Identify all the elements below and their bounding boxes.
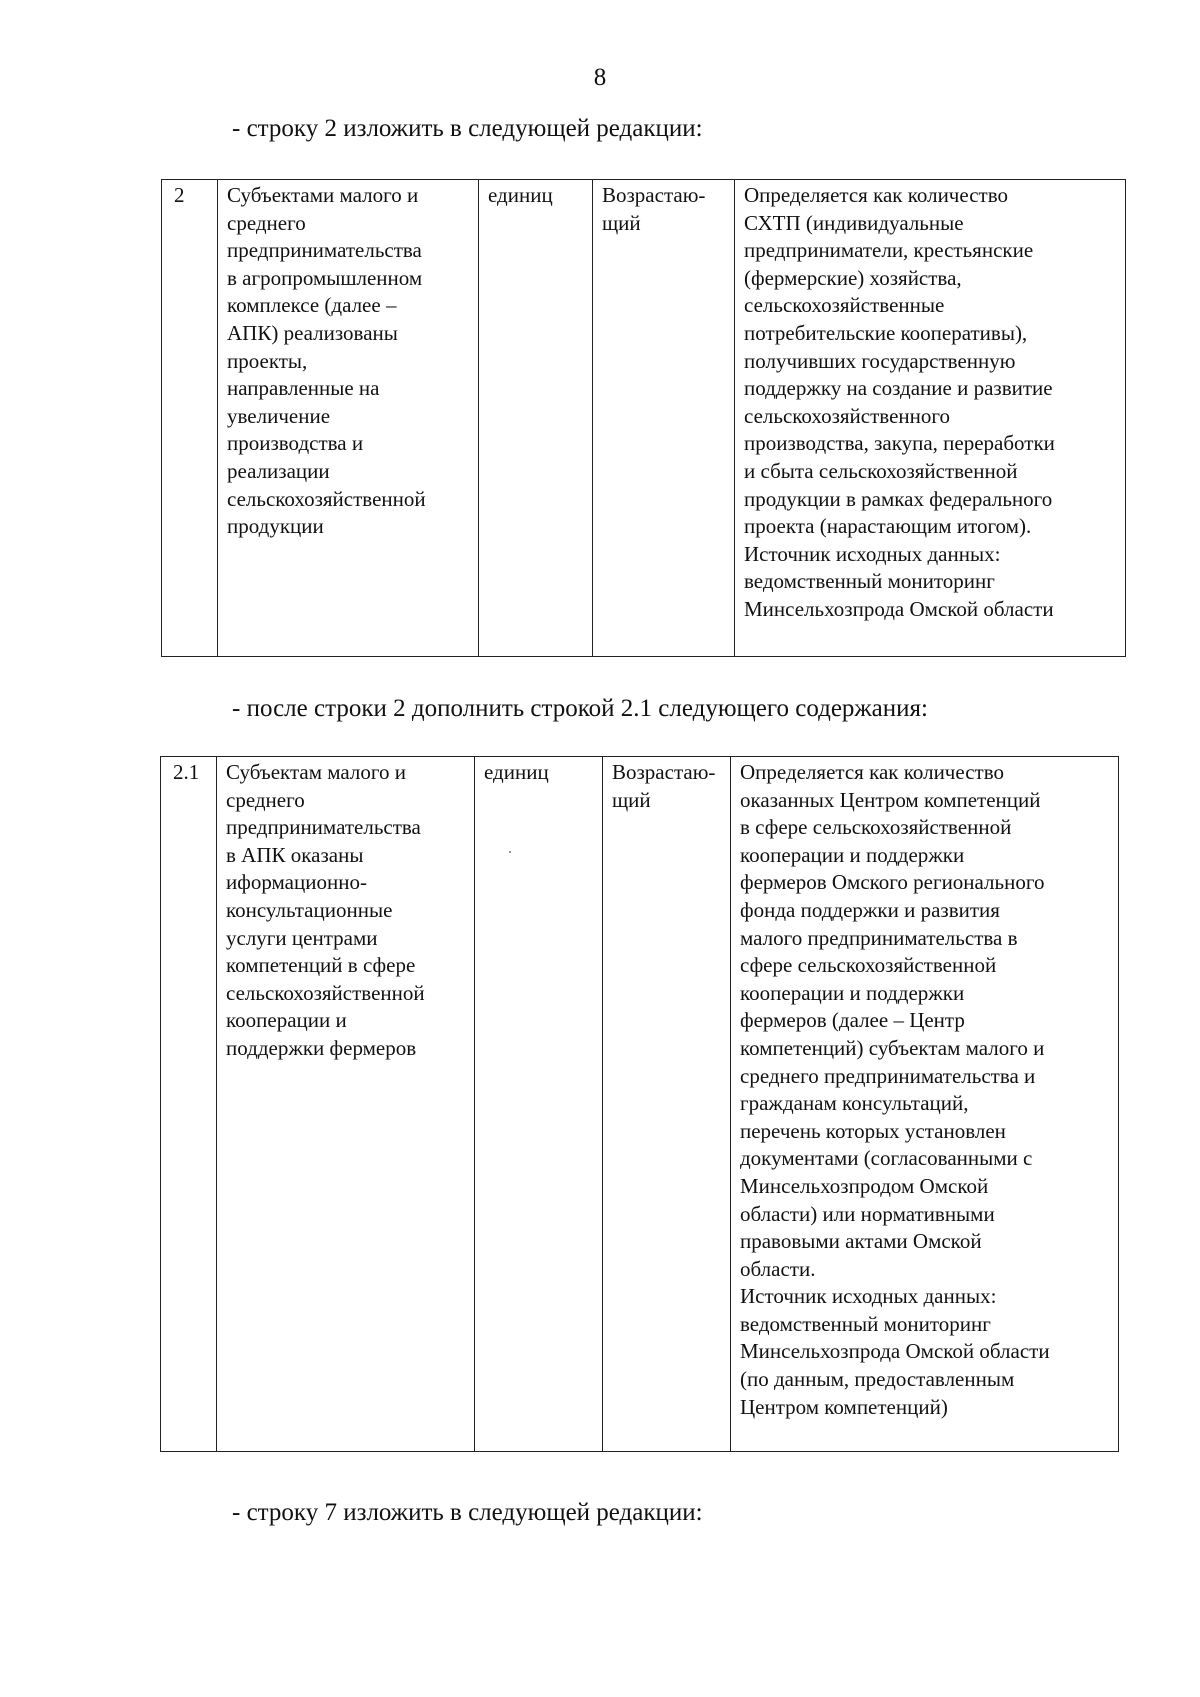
method-line: области) или нормативными xyxy=(740,1201,995,1226)
table-row-2-1 xyxy=(160,756,1119,1452)
type-cell xyxy=(593,180,735,657)
method-line: компетенций) субъектам малого и xyxy=(740,1035,1045,1060)
row-number-cell: 2.1 xyxy=(161,757,217,1452)
method-line: (по данным, предоставленным xyxy=(740,1367,1015,1392)
method-line: области. xyxy=(740,1256,816,1281)
method-line: потребительские кооперативы), xyxy=(744,320,1028,345)
indicator-line: консультационные xyxy=(226,897,393,922)
indicator-line: направленные на xyxy=(227,376,380,401)
method-line: фермеров Омского регионального xyxy=(740,870,1045,895)
type-line: щий xyxy=(602,210,641,235)
method-line: сельскохозяйственные xyxy=(744,293,945,318)
indicator-line: иформационно- xyxy=(226,870,367,895)
indicator-line: АПК) реализованы xyxy=(227,320,398,345)
indicator-line: сельскохозяйственной xyxy=(226,980,425,1005)
method-line: сельскохозяйственного xyxy=(744,403,950,428)
method-line: Центром компетенций) xyxy=(740,1394,948,1419)
method-line: фермеров (далее – Центр xyxy=(740,1008,965,1033)
type-line: Возрастаю- xyxy=(612,760,716,784)
indicator-line: производства и xyxy=(227,431,364,456)
type-line: Возрастаю- xyxy=(602,183,706,207)
method-line: сфере сельскохозяйственной xyxy=(740,953,997,978)
indicator-line: в агропромышленном xyxy=(227,265,423,290)
method-line: Источник исходных данных: xyxy=(744,541,1001,566)
indicator-line: среднего xyxy=(227,210,306,235)
method-line: Определяется как количество xyxy=(744,183,1008,207)
indicator-cell xyxy=(217,757,475,1452)
method-line: кооперации и поддержки xyxy=(740,842,965,867)
indicator-line: услуги центрами xyxy=(226,925,378,950)
method-line: ведомственный мониторинг xyxy=(744,569,995,594)
indicator-line: сельскохозяйственной xyxy=(227,486,426,511)
method-line: Определяется как количество xyxy=(740,760,1004,784)
method-cell xyxy=(735,180,1126,657)
indicator-line: компетенций в сфере xyxy=(226,953,416,978)
method-line: продукции в рамках федерального xyxy=(744,486,1053,511)
type-line: щий xyxy=(612,787,651,812)
method-line: проекта (нарастающим итогом). xyxy=(744,514,1032,539)
indicator-line: поддержки фермеров xyxy=(226,1035,417,1060)
instruction-row-2: - строку 2 изложить в следующей редакции: xyxy=(232,115,703,142)
instruction-row-2-1: - после строки 2 дополнить строкой 2.1 следующего содержания: xyxy=(232,695,928,722)
indicator-line: комплексе (далее – xyxy=(227,293,397,318)
indicator-line: увеличение xyxy=(227,403,331,428)
method-line: документами (согласованными с xyxy=(740,1146,1033,1171)
method-line: Минсельхозпродом Омской xyxy=(740,1173,989,1198)
method-line: перечень которых установлен xyxy=(740,1118,1006,1143)
method-line: получивших государственную xyxy=(744,348,1016,373)
method-line: поддержку на создание и развитие xyxy=(744,376,1053,401)
indicator-line: Субъектами малого и xyxy=(227,183,419,207)
method-line: среднего предпринимательства и xyxy=(740,1063,1036,1088)
indicator-line: проекты, xyxy=(227,348,308,373)
indicator-line: продукции xyxy=(227,514,324,539)
method-line: Источник исходных данных: xyxy=(740,1284,997,1309)
unit-cell: единиц xyxy=(475,757,603,1452)
scan-speck xyxy=(509,851,511,853)
method-line: и сбыта сельскохозяйственной xyxy=(744,458,1018,483)
instruction-row-7: - строку 7 изложить в следующей редакции: xyxy=(232,1499,703,1526)
indicator-cell xyxy=(218,180,479,657)
unit-cell: единиц xyxy=(479,180,593,657)
method-line: кооперации и поддержки xyxy=(740,980,965,1005)
indicator-line: в АПК оказаны xyxy=(226,842,364,867)
indicator-line: реализации xyxy=(227,458,330,483)
indicator-line: Субъектам малого и xyxy=(226,760,406,784)
method-line: производства, закупа, переработки xyxy=(744,431,1055,456)
type-cell xyxy=(603,757,731,1452)
page-number: 8 xyxy=(593,64,607,91)
method-line: оказанных Центром компетенций xyxy=(740,787,1041,812)
method-cell xyxy=(731,757,1119,1452)
method-line: правовыми актами Омской xyxy=(740,1229,982,1254)
method-line: Минсельхозпрода Омской области xyxy=(744,596,1054,621)
method-line: малого предпринимательства в xyxy=(740,925,1018,950)
method-line: СХТП (индивидуальные xyxy=(744,210,964,235)
row-number-cell: 2 xyxy=(162,180,218,657)
table-row xyxy=(162,180,1126,657)
indicator-line: предпринимательства xyxy=(226,815,421,840)
method-line: гражданам консультаций, xyxy=(740,1091,969,1116)
method-line: ведомственный мониторинг xyxy=(740,1311,991,1336)
table-row-2 xyxy=(161,179,1126,657)
method-line: (фермерские) хозяйства, xyxy=(744,265,962,290)
method-line: предприниматели, крестьянские xyxy=(744,238,1034,263)
table-row xyxy=(161,757,1119,1452)
indicator-line: среднего xyxy=(226,787,305,812)
method-line: фонда поддержки и развития xyxy=(740,897,1000,922)
method-line: в сфере сельскохозяйственной xyxy=(740,815,1012,840)
indicator-line: кооперации и xyxy=(226,1008,347,1033)
method-line: Минсельхозпрода Омской области xyxy=(740,1339,1050,1364)
indicator-line: предпринимательства xyxy=(227,238,422,263)
